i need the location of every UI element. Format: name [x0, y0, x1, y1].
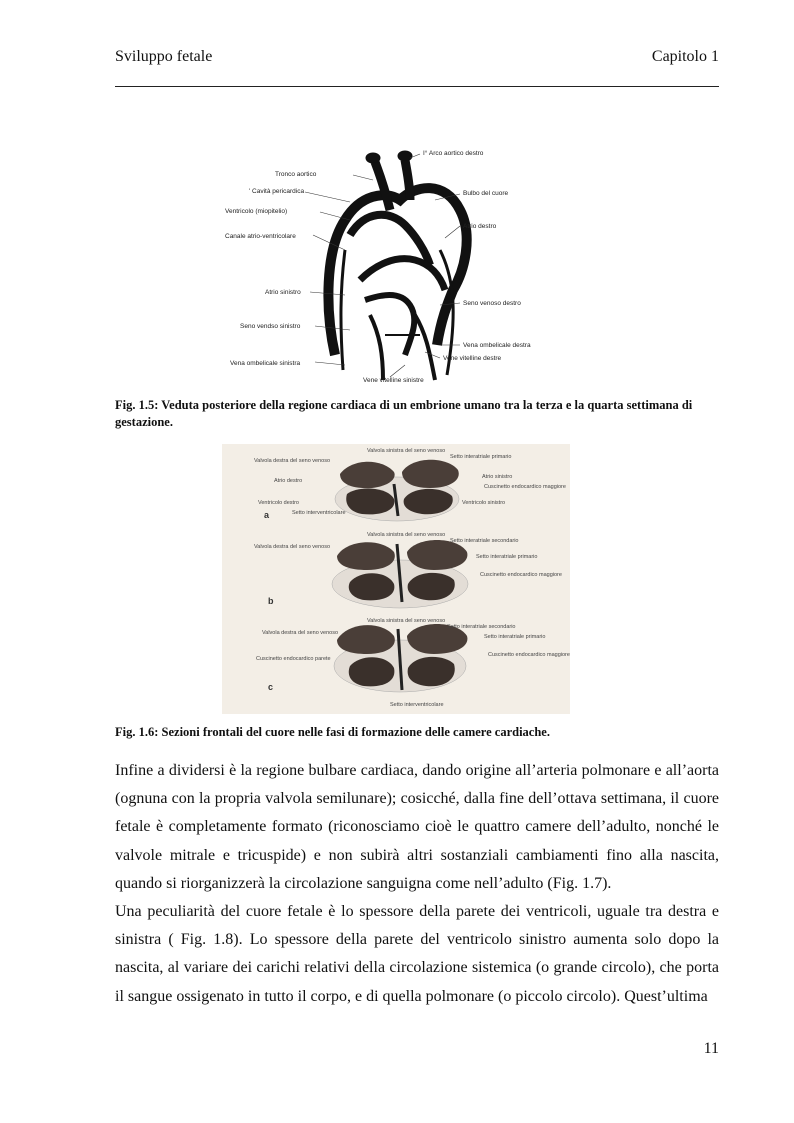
label-ventricolo: Ventricolo (miopitelio) [225, 208, 288, 215]
page-header [115, 48, 719, 87]
label-arco-aortico: I° Arco aortico destro [423, 150, 484, 157]
panel-c-setto-secondario: Setto interatriale secondario [447, 624, 516, 630]
label-seno-venoso-sinistro: Seno vendso sinistro [240, 323, 301, 330]
panel-c-cuscinetto-parete: Cuscinetto endocardico parete [256, 656, 331, 662]
label-seno-venoso-destro: Seno venoso destro [463, 300, 521, 307]
panel-b-letter: b [268, 596, 274, 606]
panel-c-valvola-sinistra: Valvola sinistra del seno venoso [367, 618, 446, 624]
label-cavita-pericardica: ' Cavità pericardica [249, 188, 305, 195]
panel-b-cuscinetto: Cuscinetto endocardico maggiore [480, 572, 562, 578]
panel-b-setto-secondario: Setto interatriale secondario [450, 538, 519, 544]
figure-1-5-heart-diagram [215, 140, 545, 385]
panel-b-setto-primario: Setto interatriale primario [476, 554, 538, 560]
panel-a-setto-primario: Setto interatriale primario [450, 454, 512, 460]
panel-a-atrio-sinistro: Atrio sinistro [482, 474, 513, 480]
label-atrio-destro: Atrio destro [463, 223, 497, 230]
panel-a-cuscinetto: Cuscinetto endocardico maggiore [484, 484, 566, 490]
label-vena-ombelicale-destra: Vena ombelicale destra [463, 342, 531, 349]
panel-c-setto-interventricolare: Setto interventricolare [390, 702, 444, 708]
panel-b-valvola-sinistra: Valvola sinistra del seno venoso [367, 532, 446, 538]
label-vene-vitelline-sinistre: Vene vitelline sinistre [363, 377, 424, 384]
panel-c-cuscinetto-maggiore: Cuscinetto endocardico maggiore [488, 652, 570, 658]
label-bulbo-cuore: Bulbo del cuore [463, 190, 509, 197]
panel-a-ventricolo-sinistro: Ventricolo sinistro [462, 500, 506, 506]
label-vene-vitelline-destre: Vene vitelline destre [443, 355, 502, 362]
page-number: 11 [703, 1040, 719, 1057]
label-atrio-sinistro: Atrio sinistro [265, 289, 301, 296]
label-vena-ombelicale-sinistra: Vena ombelicale sinistra [230, 360, 301, 367]
header-chapter-number: Capitolo 1 [651, 48, 719, 65]
label-canale-atrio-ventricolare: Canale atrio-ventricolare [225, 233, 296, 240]
body-text [115, 757, 719, 1011]
label-tronco-aortico: Tronco aortico [275, 171, 317, 178]
paragraph-1: Infine a dividersi è la regione bulbare cardiaca, dando origine all’arteria polmonare e all’aorta (ognuna con la propria valvola semilunare); cosicché, dalla fine dell’ottava settimana, il cuore fetale è completamente formato (riconosciamo cioè le quattro camere dell’adulto, nonché le valvole mitrale e tricuspide) e non subirà altri sostanziali cambiamenti fino alla nascita, quando si riorganizzerà la circolazione sanguigna come nell’adulto (Fig. 1.7). [115, 762, 719, 892]
figure-1-5-caption: Fig. 1.5: Veduta posteriore della regione cardiaca di un embrione umano tra la terza e la quarta settimana di gestazione. [115, 398, 693, 429]
panel-b-valvola-destra: Valvola destra del seno venoso [254, 544, 331, 550]
panel-a-atrio-destro: Atrio destro [274, 478, 303, 484]
panel-c-setto-primario: Setto interatriale primario [484, 634, 546, 640]
paragraph-2: Una peculiarità del cuore fetale è lo spessore della parete dei ventricoli, uguale tra destra e sinistra ( Fig. 1.8). Lo spessore della parete del ventricolo sinistro aumenta solo dopo la nascita, al variare dei carichi relativi della circolazione sistemica (o grande circolo), che porta il sangue ossigenato in tutto il corpo, e di quella polmonare (o piccolo circolo). Quest’ultima [115, 903, 719, 1005]
panel-c-letter: c [268, 682, 274, 692]
figure-1-6-caption: Fig. 1.6: Sezioni frontali del cuore nelle fasi di formazione delle camere cardiache. [115, 725, 550, 739]
panel-a-valvola-sinistra: Valvola sinistra del seno venoso [367, 448, 446, 454]
panel-a-ventricolo-destro: Ventricolo destro [258, 500, 299, 506]
panel-a-setto-interventricolare: Setto interventricolare [292, 510, 346, 516]
panel-a-valvola-destra: Valvola destra del seno venoso [254, 458, 331, 464]
figure-1-6-heart-sections [222, 444, 570, 714]
panel-c-valvola-destra: Valvola destra del seno venoso [262, 630, 339, 636]
header-chapter-title: Sviluppo fetale [115, 48, 213, 65]
panel-a-letter: a [264, 510, 270, 520]
